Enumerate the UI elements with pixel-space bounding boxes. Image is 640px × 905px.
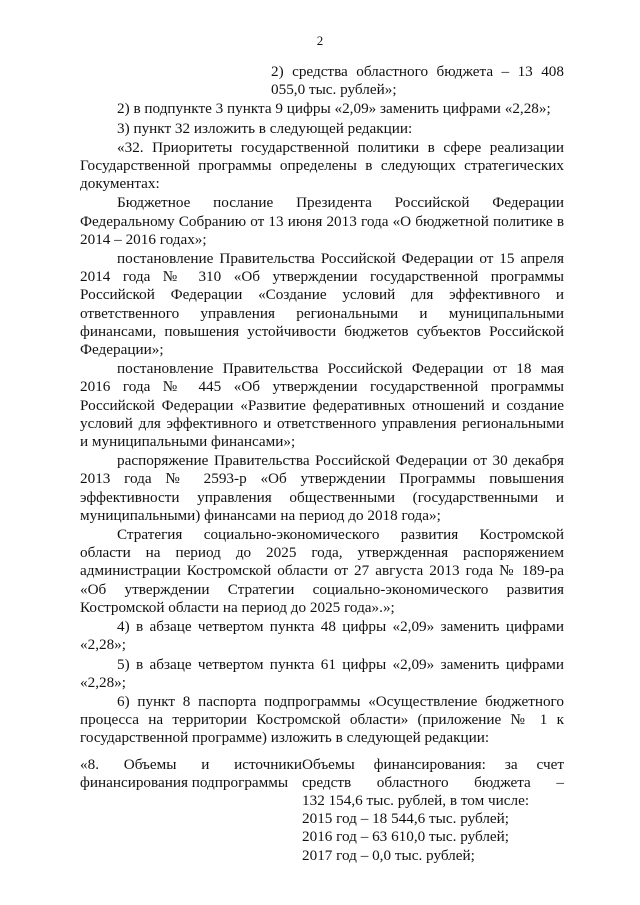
passport-table-value-head: Объемы финансирования: за счет средств областного бюджета – bbox=[302, 755, 564, 791]
passport-table-label-cell bbox=[80, 756, 302, 865]
paragraph-amendment-6: 6) пункт 8 паспорта подпрограммы «Осуществление бюджетного процесса на территории Костромской области» (приложение № 1 к государственной программе) изложить в следующей редакции: bbox=[80, 692, 564, 747]
passport-table-total: 132 154,6 тыс. рублей, в том числе: bbox=[302, 791, 530, 809]
passport-table-year-2016: 2016 год – 63 610,0 тыс. рублей; bbox=[302, 828, 510, 846]
passport-table bbox=[80, 756, 564, 865]
paragraph-amendment-3: 3) пункт 32 изложить в следующей редакции: bbox=[117, 119, 413, 137]
passport-table-year-2015: 2015 год – 18 544,6 тыс. рублей; bbox=[302, 810, 510, 828]
paragraph-budget-message: Бюджетное послание Президента Российской Федерации Федеральному Собранию от 13 июня 2013 года «О бюджетной политике в 2014 – 2016 годах»; bbox=[80, 194, 564, 248]
passport-table-year-2017: 2017 год – 0,0 тыс. рублей; bbox=[302, 846, 475, 864]
paragraph-strategy: Стратегия социально-экономического развития Костромской области на период до 2025 года, утвержденная распоряжением администрации Костромской области от 27 августа 2013 года № 189-ра «Об утверждении Стратегии социально-экономического развития Костромской области на период до 2025 года».»; bbox=[80, 526, 564, 616]
paragraph-amendment-5: 5) в абзаце четвертом пункта 61 цифры «2,09» заменить цифрами «2,28»; bbox=[80, 655, 564, 691]
paragraph-amendment-2: 2) в подпункте 3 пункта 9 цифры «2,09» заменить цифрами «2,28»; bbox=[117, 100, 551, 118]
passport-table-value-cell bbox=[302, 756, 564, 865]
page-number: 2 bbox=[316, 33, 324, 48]
document-body bbox=[80, 63, 564, 865]
paragraph-resolution-310: постановление Правительства Российской Федерации от 15 апреля 2014 года № 310 «Об утверждении государственной программы Российской Федерации «Создание условий для эффективного и ответственного управления региональными и муниципальными финансами, повышения устойчивости бюджетов субъектов Российской Федерации»; bbox=[80, 250, 564, 359]
paragraph-resolution-445: постановление Правительства Российской Федерации от 18 мая 2016 года № 445 «Об утверждении государственной программы Российской Федерации «Развитие федеративных отношений и создание условий для эффективного и ответственного управления региональными и муниципальными финансами»; bbox=[80, 360, 564, 451]
paragraph-amendment-4: 4) в абзаце четвертом пункта 48 цифры «2,09» заменить цифрами «2,28»; bbox=[80, 618, 564, 654]
passport-table-label: «8. Объемы и источники финансирования подпрограммы bbox=[80, 755, 302, 791]
paragraph-item2-continuation: 2) средства областного бюджета – 13 408 055,0 тыс. рублей»; bbox=[271, 63, 564, 99]
paragraph-point-32: «32. Приоритеты государственной политики в сфере реализации Государственной программы определены в следующих стратегических документах: bbox=[80, 138, 564, 193]
paragraph-order-2593: распоряжение Правительства Российской Федерации от 30 декабря 2013 года № 2593-р «Об утверждении Программы повышения эффективности управления общественными (государственными и муниципальными) финансами на период до 2018 года»; bbox=[80, 452, 564, 524]
